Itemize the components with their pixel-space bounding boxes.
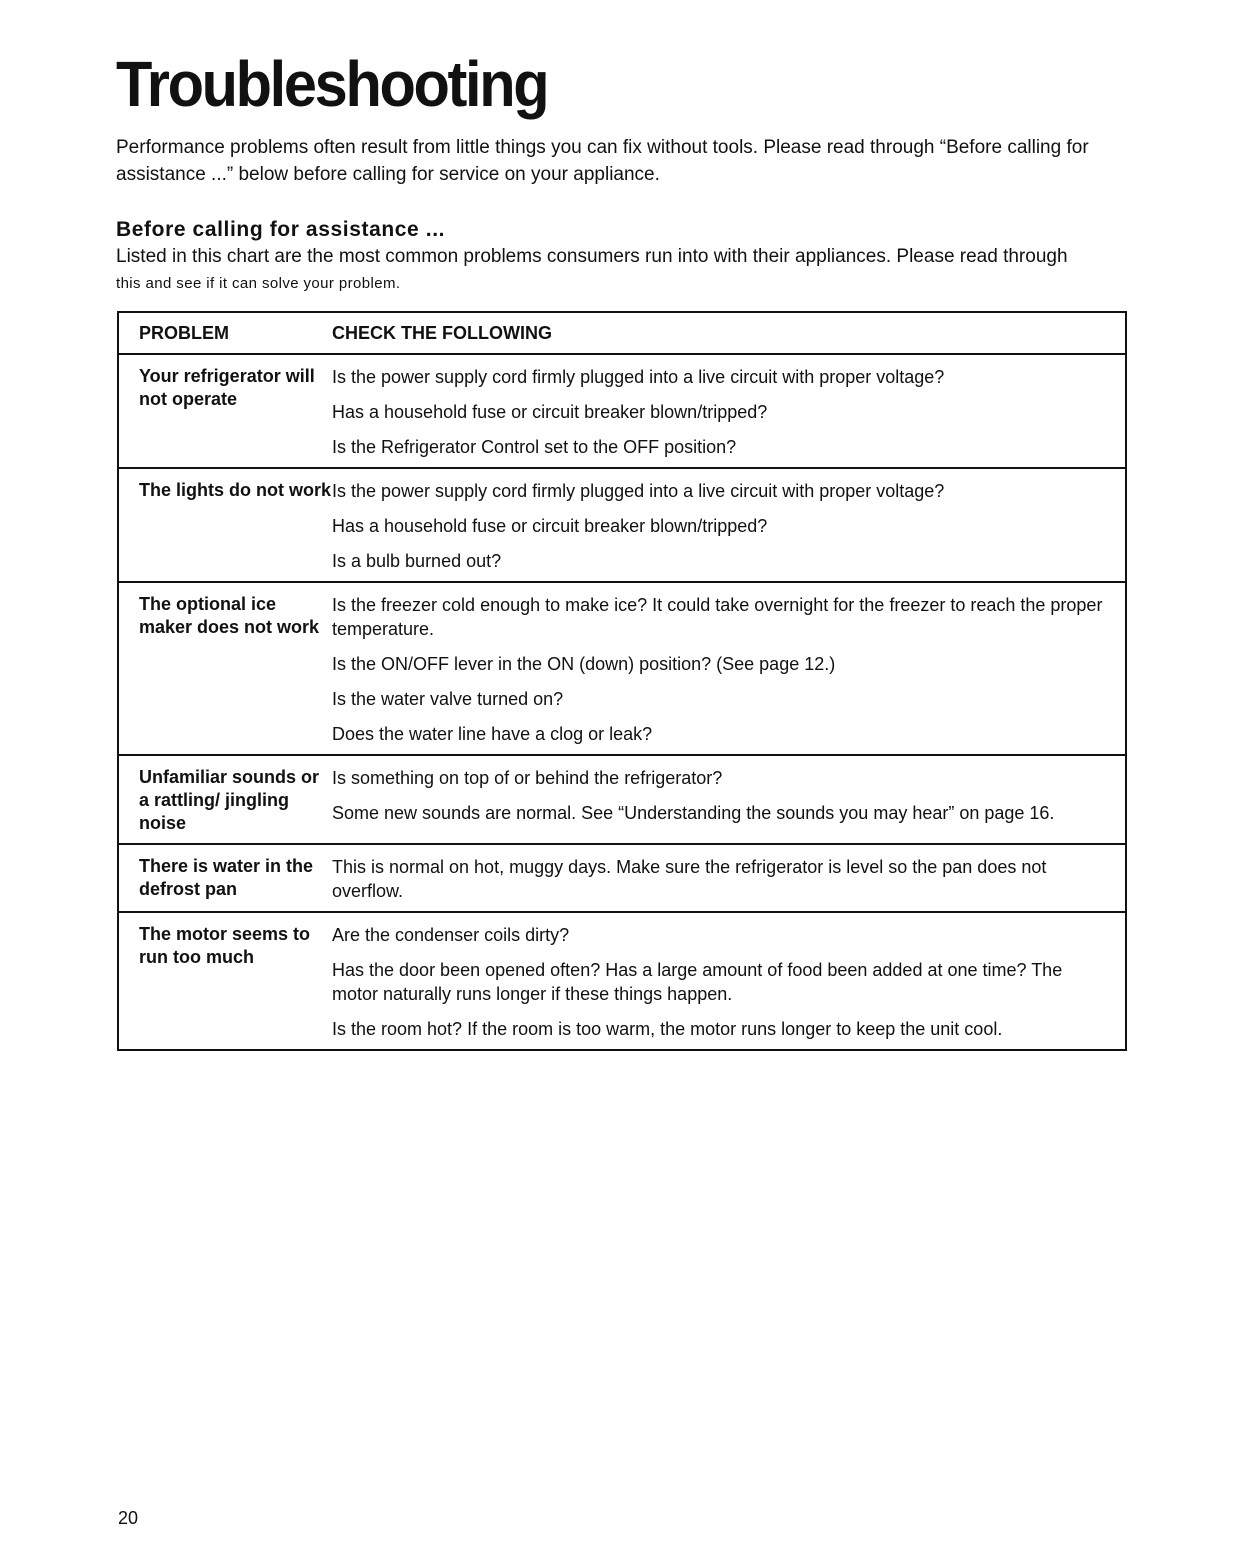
check-cell	[332, 365, 1125, 459]
check-item: Some new sounds are normal. See “Understanding the sounds you may hear” on page 16.	[332, 803, 1055, 823]
table-row	[119, 913, 1125, 1049]
check-cell	[332, 593, 1125, 746]
check-item: This is normal on hot, muggy days. Make sure the refrigerator is level so the pan does not overflow.	[332, 857, 1047, 901]
problem-cell: The optional ice maker does not work	[139, 594, 320, 637]
section-intro	[116, 244, 1126, 297]
intro-paragraph: Performance problems often result from little things you can fix without tools. Please read through “Before calling for assistance ...” below before calling for service on your appliance.	[116, 137, 1089, 185]
section-intro-line2: this and see if it can solve your problem.	[116, 275, 401, 292]
problem-cell: There is water in the defrost pan	[139, 856, 314, 899]
check-item: Is the Refrigerator Control set to the OFF position?	[332, 437, 737, 457]
problem-cell: Your refrigerator will not operate	[139, 366, 315, 409]
problem-cell: Unfamiliar sounds or a rattling/ jingling noise	[139, 767, 320, 833]
check-item: Is something on top of or behind the refrigerator?	[332, 768, 723, 788]
check-item: Does the water line have a clog or leak?	[332, 724, 653, 744]
check-item: Is the power supply cord firmly plugged into a live circuit with proper voltage?	[332, 481, 945, 501]
page-number: 20	[118, 1508, 139, 1528]
table-row	[119, 469, 1125, 583]
page-title: Troubleshooting	[116, 48, 548, 120]
check-item: Are the condenser coils dirty?	[332, 925, 570, 945]
check-item: Is a bulb burned out?	[332, 551, 502, 571]
check-item: Is the room hot? If the room is too warm, the motor runs longer to keep the unit cool.	[332, 1019, 1003, 1039]
chart-header-row	[119, 313, 1125, 355]
check-item: Is the freezer cold enough to make ice? It could take overnight for the freezer to reach the proper temperature.	[332, 595, 1103, 639]
table-row	[119, 355, 1125, 469]
check-item: Is the power supply cord firmly plugged into a live circuit with proper voltage?	[332, 367, 945, 387]
check-item: Has a household fuse or circuit breaker blown/tripped?	[332, 402, 768, 422]
check-item: Is the ON/OFF lever in the ON (down) position? (See page 12.)	[332, 654, 836, 674]
section-heading: Before calling for assistance ...	[116, 218, 446, 241]
header-problem: PROBLEM	[139, 322, 229, 343]
check-cell	[332, 479, 1125, 573]
check-cell	[332, 855, 1125, 903]
table-row	[119, 756, 1125, 845]
section-intro-line1: Listed in this chart are the most common problems consumers run into with their appliances. Please read through	[116, 246, 1068, 267]
check-item: Is the water valve turned on?	[332, 689, 564, 709]
table-row	[119, 583, 1125, 756]
check-cell	[332, 923, 1125, 1041]
problem-cell: The motor seems to run too much	[139, 924, 311, 967]
problem-cell: The lights do not work	[139, 480, 331, 500]
table-row	[119, 845, 1125, 913]
check-item: Has the door been opened often? Has a large amount of food been added at one time? The motor naturally runs longer if these things happen.	[332, 960, 1063, 1004]
chart-body	[119, 355, 1125, 1049]
check-cell	[332, 766, 1125, 835]
check-item: Has a household fuse or circuit breaker blown/tripped?	[332, 516, 768, 536]
troubleshooting-chart	[117, 311, 1127, 1051]
header-check: CHECK THE FOLLOWING	[332, 322, 552, 343]
